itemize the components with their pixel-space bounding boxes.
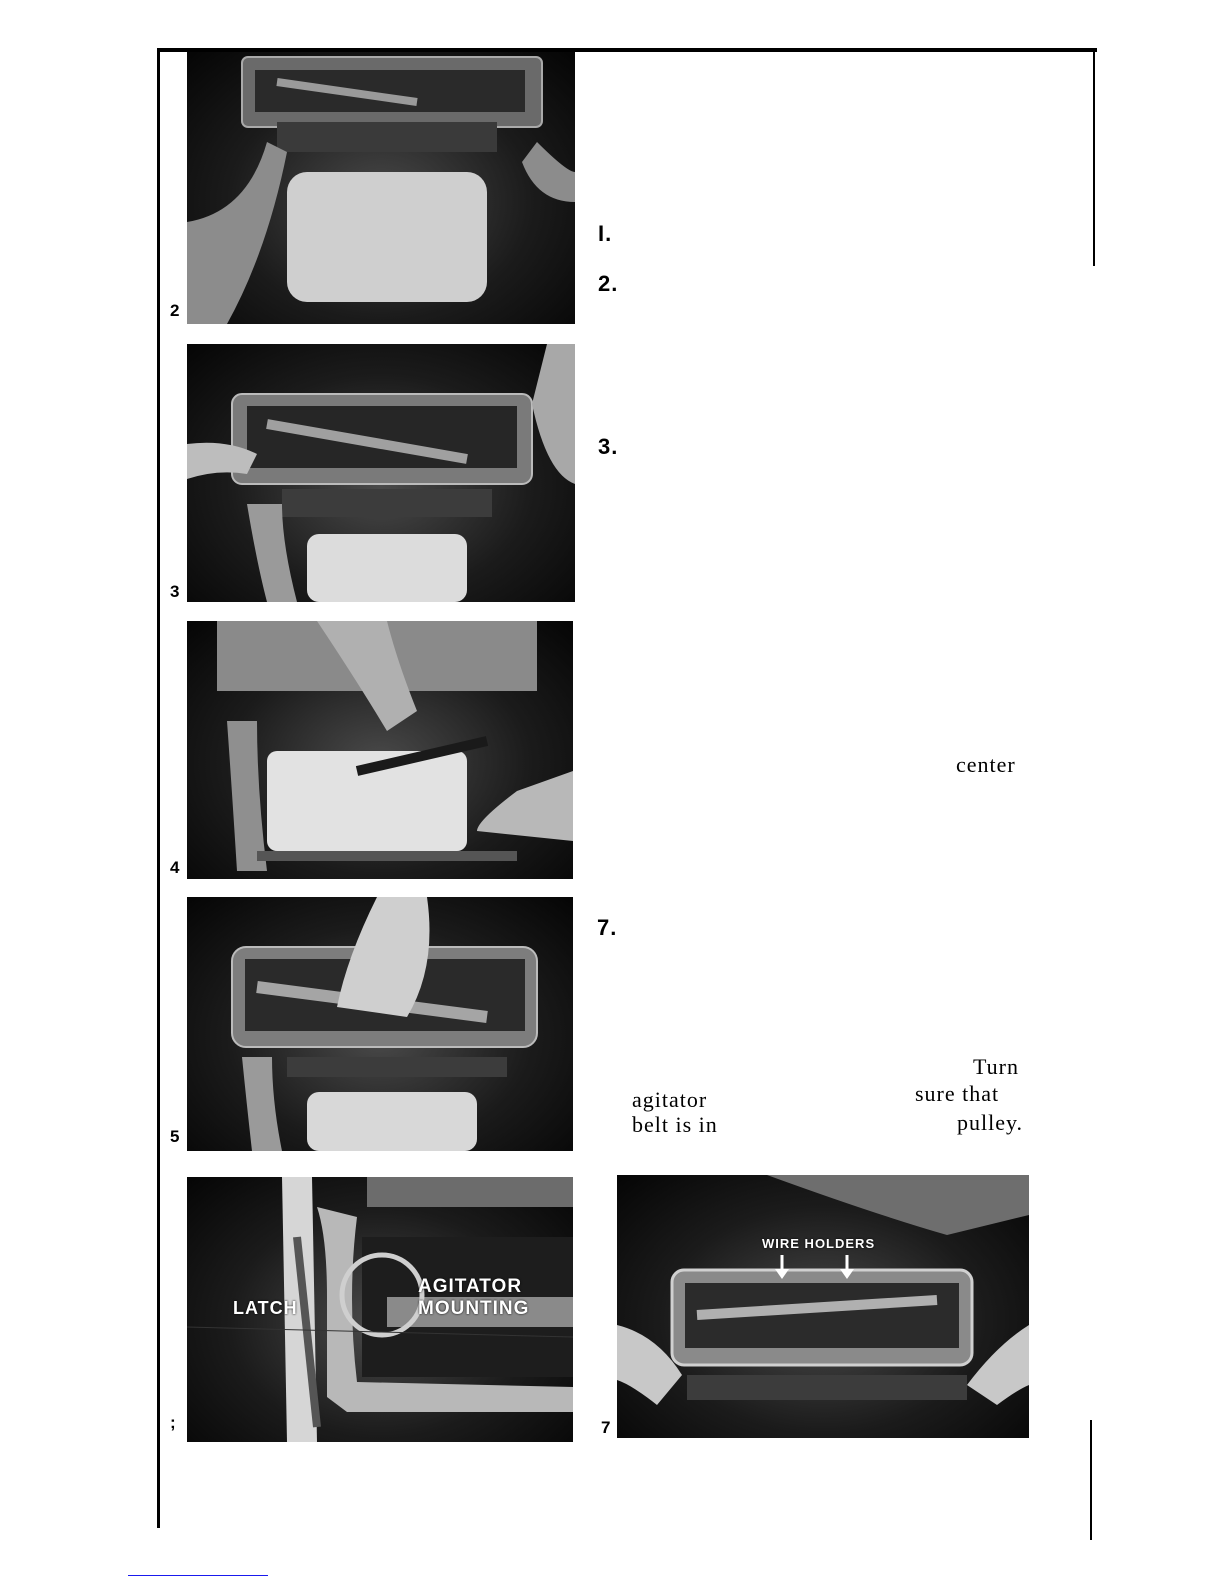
figure-5-photo xyxy=(187,897,573,1151)
figure-6-photo xyxy=(187,1177,573,1442)
text-fragment-belt-is-in: belt is in xyxy=(632,1112,718,1137)
step-1-number: I. xyxy=(598,221,613,246)
figure-3-number: 3 xyxy=(170,582,180,601)
vacuum-agitator-insertion-illustration xyxy=(187,897,573,1151)
text-fragment-turn: Turn xyxy=(973,1054,1019,1079)
bottom-link-underline[interactable] xyxy=(128,1575,268,1576)
right-rule-top xyxy=(1093,52,1095,266)
wire-holders-label: WIRE HOLDERS xyxy=(762,1236,876,1251)
figure-2-number: 2 xyxy=(170,301,180,320)
text-fragment-center: center xyxy=(956,752,1016,777)
step-3-number: 3. xyxy=(598,434,619,459)
figure-4-photo xyxy=(187,621,573,879)
text-fragment-sure-that: sure that xyxy=(915,1081,1000,1106)
figure-5-number: 5 xyxy=(170,1127,180,1146)
figure-4-number: 4 xyxy=(170,858,180,877)
text-fragment-pulley: pulley. xyxy=(957,1110,1024,1135)
agitator-mounting-label-line2: MOUNTING xyxy=(418,1298,530,1319)
vacuum-underside-illustration xyxy=(187,52,575,324)
left-rule xyxy=(157,48,160,1528)
text-fragment-agitator: agitator xyxy=(632,1087,708,1112)
vacuum-belt-installation-illustration xyxy=(187,621,573,879)
agitator-mounting-label-line1: AGITATOR xyxy=(418,1276,523,1297)
vacuum-agitator-removal-illustration xyxy=(187,344,575,602)
step-7-number: 7. xyxy=(597,915,618,940)
figure-6-number: ; xyxy=(170,1413,176,1432)
latch-label: LATCH xyxy=(233,1298,298,1318)
figure-7-photo xyxy=(617,1175,1029,1438)
wire-holders-closeup-illustration xyxy=(617,1175,1029,1438)
figure-2-photo xyxy=(187,52,575,324)
figure-7-number: 7 xyxy=(601,1418,611,1437)
figure-3-photo xyxy=(187,344,575,602)
step-2-number: 2. xyxy=(598,271,619,296)
right-rule-bottom xyxy=(1090,1420,1092,1540)
